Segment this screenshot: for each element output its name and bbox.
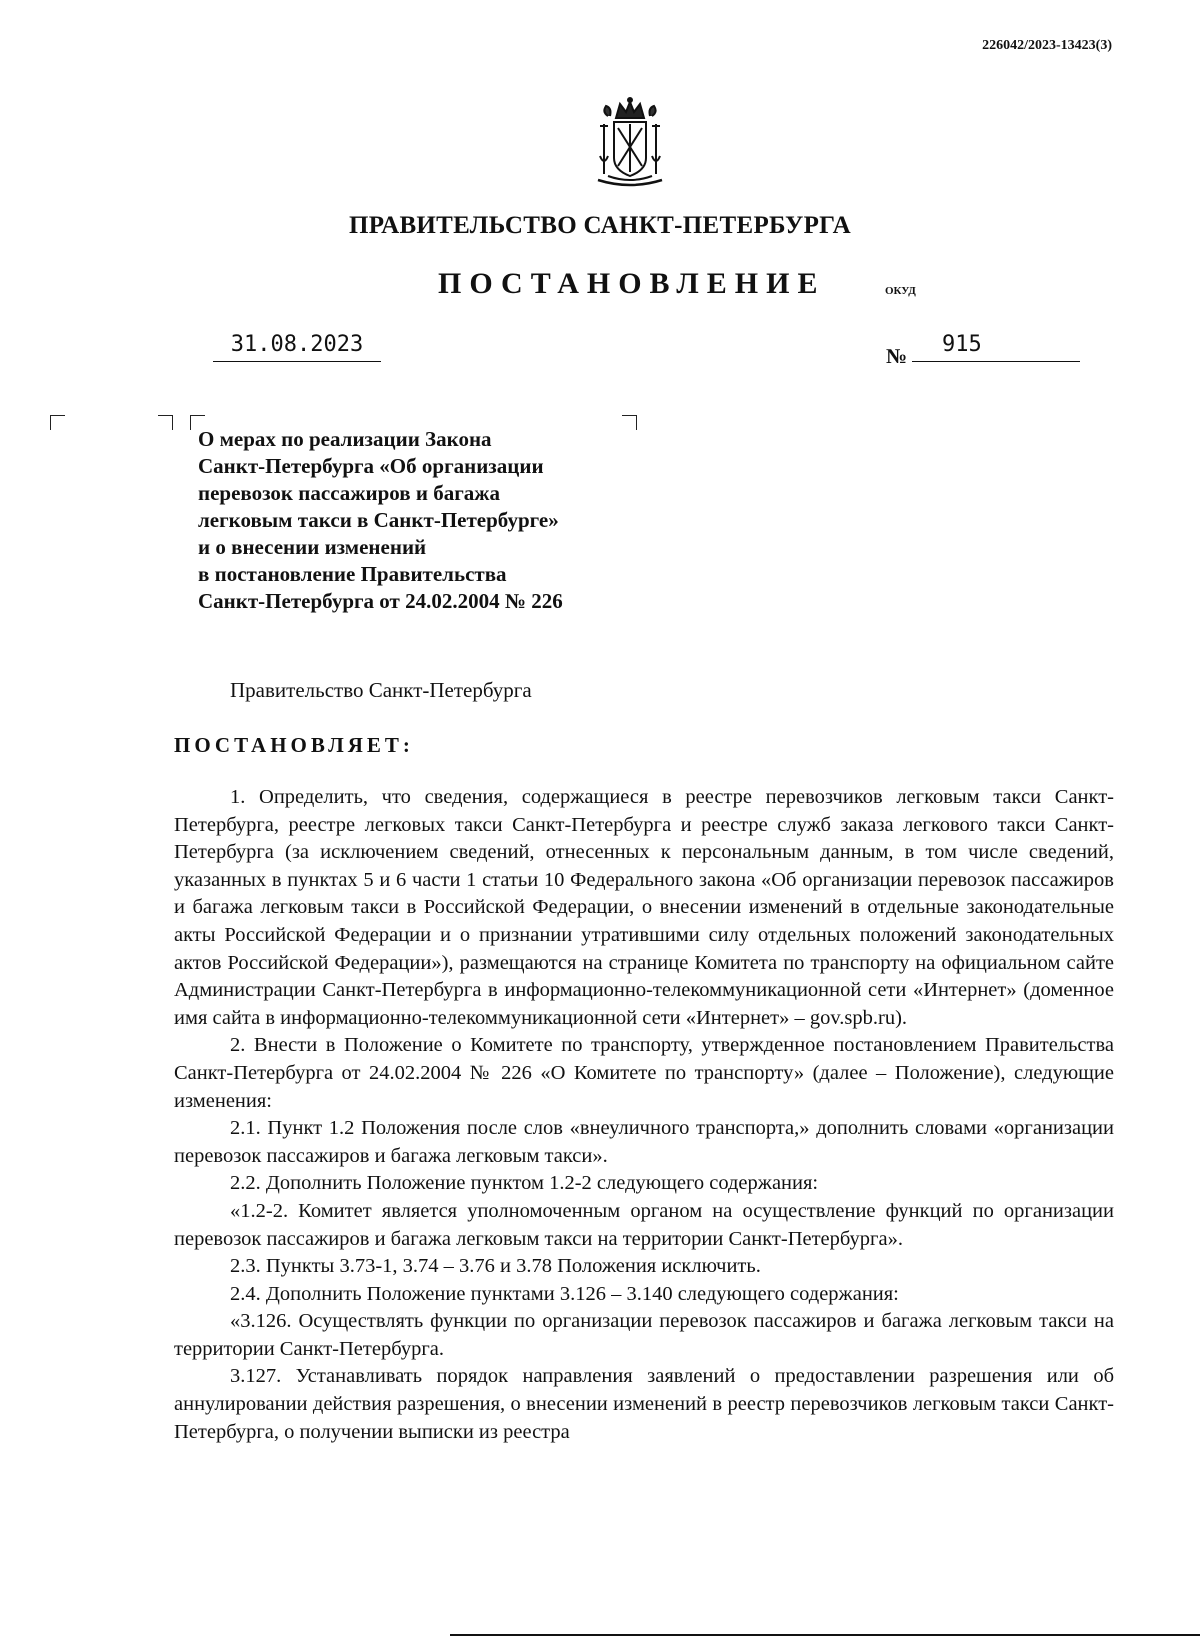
- document-subject: [198, 426, 638, 615]
- paragraph-2-2: 2.2. Дополнить Положение пунктом 1.2-2 следующего содержания:: [230, 1172, 819, 1195]
- paragraph-3-127: 3.127. Устанавливать порядок направления заявлений о предоставлении разрешения или об аннулировании действия разрешения, о внесении изменений в реестр перевозчиков легковым такси Санкт-Петербурга, о получении выписки из реестра: [174, 1365, 1114, 1443]
- document-code: 226042/2023-13423(3): [982, 38, 1112, 53]
- paragraph-2-2-quote: «1.2-2. Комитет является уполномоченным органом на осуществление функций по организации перевозок пассажиров и багажа легковым такси на территории Санкт-Петербурга».: [174, 1199, 1114, 1250]
- bracket-corner: [158, 415, 173, 430]
- saint-petersburg-coat-of-arms-icon: [582, 96, 678, 192]
- paragraph-1: 1. Определить, что сведения, содержащиеся в реестре перевозчиков легковым такси Санкт-Петербурга, реестре легковых такси Санкт-Петербурга и реестре служб заказа легкового такси Санкт-Петербурга (за исключением сведений, отнесенных к персональным данным, в том числе сведений, указанных в пунктах 5 и 6 части 1 статьи 10 Федерального закона «Об организации перевозок пассажиров и багажа легковым такси в Российской Федерации, о внесении изменений в отдельные законодательные акты Российской Федерации и о признании утратившими силу отдельных положений законодательных актов Российской Федерации»), размещаются на странице Комитета по транспорту на официальном сайте Администрации Санкт-Петербурга в информационно-телекоммуникационной сети «Интернет» (доменное имя сайта в информационно-телекоммуникационной сети «Интернет» – gov.spb.ru).: [174, 786, 1114, 1029]
- paragraph-3-126: «3.126. Осуществлять функции по организации перевозок пассажиров и багажа легковым такси на территории Санкт-Петербурга.: [174, 1310, 1114, 1360]
- document-body: [174, 784, 1114, 1446]
- paragraph-2: 2. Внести в Положение о Комитете по транспорту, утвержденное постановлением Правительства Санкт-Петербурга от 24.02.2004 № 226 «О Комитете по транспорту» (далее – Положение), следующие изменения:: [174, 1034, 1114, 1112]
- document-date: 31.08.2023: [213, 332, 381, 362]
- subject-line: Санкт-Петербурга от 24.02.2004 № 226: [198, 589, 563, 613]
- subject-line: и о внесении изменений: [198, 535, 427, 559]
- subject-line: легковым такси в Санкт-Петербурге»: [198, 508, 559, 532]
- subject-line: в постановление Правительства: [198, 562, 507, 586]
- preamble: Правительство Санкт-Петербурга: [230, 678, 532, 702]
- number-sign: №: [886, 344, 908, 368]
- subject-line: Санкт-Петербурга «Об организации: [198, 454, 544, 478]
- document-number: 915: [912, 332, 1080, 362]
- okud-label: ОКУД: [885, 285, 916, 297]
- document-type-heading: ПОСТАНОВЛЕНИЕ: [438, 267, 826, 300]
- footer-divider: [450, 1634, 1200, 1636]
- paragraph-2-3: 2.3. Пункты 3.73-1, 3.74 – 3.76 и 3.78 Положения исключить.: [230, 1255, 761, 1278]
- paragraph-2-4: 2.4. Дополнить Положение пунктами 3.126 – 3.140 следующего содержания:: [230, 1282, 899, 1305]
- paragraph-2-1: 2.1. Пункт 1.2 Положения после слов «внеуличного транспорта,» дополнить словами «организации перевозок пассажиров и багажа легковым такси».: [174, 1117, 1114, 1167]
- government-title: ПРАВИТЕЛЬСТВО САНКТ-ПЕТЕРБУРГА: [348, 212, 852, 239]
- subject-line: О мерах по реализации Закона: [198, 427, 492, 451]
- subject-line: перевозок пассажиров и багажа: [198, 481, 500, 505]
- resolves-heading: ПОСТАНОВЛЯЕТ:: [174, 733, 414, 757]
- bracket-corner: [50, 415, 65, 430]
